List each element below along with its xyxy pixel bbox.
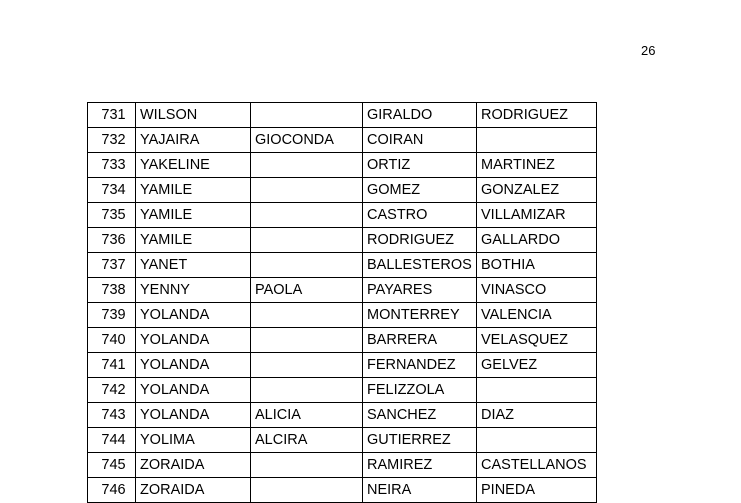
second-surname-cell: GONZALEZ xyxy=(477,178,597,203)
first-surname-cell: RODRIGUEZ xyxy=(363,228,477,253)
second-surname-cell: VILLAMIZAR xyxy=(477,203,597,228)
table-row xyxy=(88,478,597,503)
second-surname-cell: DIAZ xyxy=(477,403,597,428)
row-number-cell: 737 xyxy=(88,253,136,278)
page-number: 26 xyxy=(641,43,656,58)
first-name-cell: YOLANDA xyxy=(136,353,251,378)
table-row xyxy=(88,178,597,203)
table-row xyxy=(88,453,597,478)
second-name-cell: GIOCONDA xyxy=(251,128,363,153)
table-row xyxy=(88,103,597,128)
second-surname-cell xyxy=(477,128,597,153)
row-number-cell: 744 xyxy=(88,428,136,453)
table-row xyxy=(88,128,597,153)
first-surname-cell: BALLESTEROS xyxy=(363,253,477,278)
first-name-cell: YAJAIRA xyxy=(136,128,251,153)
row-number-cell: 745 xyxy=(88,453,136,478)
second-name-cell xyxy=(251,378,363,403)
second-name-cell xyxy=(251,103,363,128)
table-row xyxy=(88,353,597,378)
second-name-cell xyxy=(251,203,363,228)
first-name-cell: YOLANDA xyxy=(136,328,251,353)
second-name-cell: ALICIA xyxy=(251,403,363,428)
second-name-cell xyxy=(251,353,363,378)
second-name-cell xyxy=(251,253,363,278)
second-surname-cell: GALLARDO xyxy=(477,228,597,253)
first-surname-cell: MONTERREY xyxy=(363,303,477,328)
table-row xyxy=(88,303,597,328)
second-name-cell xyxy=(251,228,363,253)
row-number-cell: 741 xyxy=(88,353,136,378)
first-surname-cell: GIRALDO xyxy=(363,103,477,128)
second-surname-cell xyxy=(477,378,597,403)
table-row xyxy=(88,403,597,428)
first-name-cell: YAMILE xyxy=(136,178,251,203)
first-name-cell: YAKELINE xyxy=(136,153,251,178)
second-name-cell xyxy=(251,453,363,478)
names-table xyxy=(87,102,597,503)
first-name-cell: YOLANDA xyxy=(136,403,251,428)
second-surname-cell: MARTINEZ xyxy=(477,153,597,178)
table-row xyxy=(88,328,597,353)
first-surname-cell: FELIZZOLA xyxy=(363,378,477,403)
first-surname-cell: GUTIERREZ xyxy=(363,428,477,453)
row-number-cell: 740 xyxy=(88,328,136,353)
row-number-cell: 735 xyxy=(88,203,136,228)
row-number-cell: 743 xyxy=(88,403,136,428)
second-name-cell xyxy=(251,328,363,353)
row-number-cell: 746 xyxy=(88,478,136,503)
first-name-cell: YANET xyxy=(136,253,251,278)
row-number-cell: 734 xyxy=(88,178,136,203)
row-number-cell: 742 xyxy=(88,378,136,403)
first-name-cell: YOLANDA xyxy=(136,378,251,403)
first-name-cell: YOLIMA xyxy=(136,428,251,453)
first-surname-cell: COIRAN xyxy=(363,128,477,153)
first-name-cell: ZORAIDA xyxy=(136,478,251,503)
row-number-cell: 736 xyxy=(88,228,136,253)
names-table-body xyxy=(88,103,597,503)
first-name-cell: WILSON xyxy=(136,103,251,128)
second-name-cell: PAOLA xyxy=(251,278,363,303)
table-row xyxy=(88,278,597,303)
second-name-cell xyxy=(251,153,363,178)
second-surname-cell: VELASQUEZ xyxy=(477,328,597,353)
first-name-cell: YENNY xyxy=(136,278,251,303)
first-surname-cell: NEIRA xyxy=(363,478,477,503)
table-row xyxy=(88,378,597,403)
first-surname-cell: CASTRO xyxy=(363,203,477,228)
row-number-cell: 731 xyxy=(88,103,136,128)
first-name-cell: YAMILE xyxy=(136,203,251,228)
second-surname-cell: BOTHIA xyxy=(477,253,597,278)
second-surname-cell: GELVEZ xyxy=(477,353,597,378)
table-row xyxy=(88,228,597,253)
first-surname-cell: PAYARES xyxy=(363,278,477,303)
table-row xyxy=(88,253,597,278)
table-row xyxy=(88,428,597,453)
first-surname-cell: RAMIREZ xyxy=(363,453,477,478)
second-surname-cell xyxy=(477,428,597,453)
second-name-cell xyxy=(251,303,363,328)
second-surname-cell: VALENCIA xyxy=(477,303,597,328)
second-name-cell: ALCIRA xyxy=(251,428,363,453)
second-surname-cell: CASTELLANOS xyxy=(477,453,597,478)
first-surname-cell: FERNANDEZ xyxy=(363,353,477,378)
second-surname-cell: VINASCO xyxy=(477,278,597,303)
first-surname-cell: GOMEZ xyxy=(363,178,477,203)
first-surname-cell: BARRERA xyxy=(363,328,477,353)
row-number-cell: 732 xyxy=(88,128,136,153)
second-name-cell xyxy=(251,478,363,503)
row-number-cell: 739 xyxy=(88,303,136,328)
first-name-cell: ZORAIDA xyxy=(136,453,251,478)
table-row xyxy=(88,153,597,178)
row-number-cell: 733 xyxy=(88,153,136,178)
second-surname-cell: RODRIGUEZ xyxy=(477,103,597,128)
first-name-cell: YOLANDA xyxy=(136,303,251,328)
first-surname-cell: ORTIZ xyxy=(363,153,477,178)
second-surname-cell: PINEDA xyxy=(477,478,597,503)
row-number-cell: 738 xyxy=(88,278,136,303)
second-name-cell xyxy=(251,178,363,203)
first-name-cell: YAMILE xyxy=(136,228,251,253)
first-surname-cell: SANCHEZ xyxy=(363,403,477,428)
table-row xyxy=(88,203,597,228)
